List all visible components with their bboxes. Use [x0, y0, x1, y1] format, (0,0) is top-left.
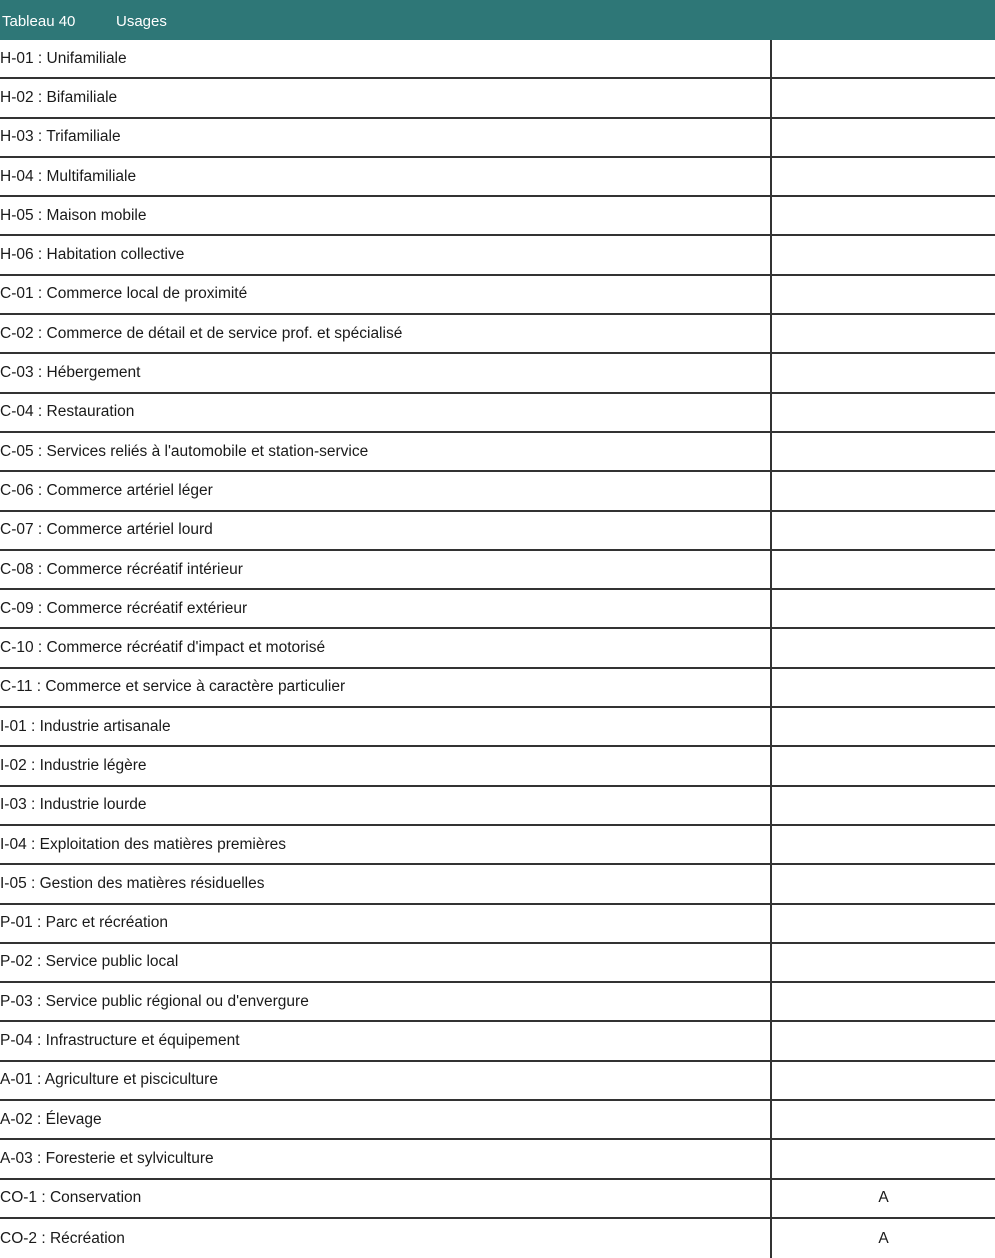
usage-label: P-04 : Infrastructure et équipement: [0, 1022, 772, 1059]
usage-label: CO-2 : Récréation: [0, 1219, 772, 1258]
table-header: [0, 0, 995, 40]
usage-value: [772, 826, 995, 863]
usage-value: [772, 905, 995, 942]
usage-value: [772, 1101, 995, 1138]
usage-label: C-07 : Commerce artériel lourd: [0, 512, 772, 549]
usage-value: [772, 747, 995, 784]
table-row: [0, 197, 995, 236]
table-row: [0, 119, 995, 158]
usage-table: [0, 40, 995, 1258]
table-row: [0, 394, 995, 433]
usage-label: CO-1 : Conservation: [0, 1180, 772, 1217]
usage-label: A-01 : Agriculture et pisciculture: [0, 1062, 772, 1099]
table-row: [0, 708, 995, 747]
usage-value: [772, 551, 995, 588]
table-row: [0, 1140, 995, 1179]
usage-value: [772, 394, 995, 431]
table-row: [0, 315, 995, 354]
usage-value: [772, 865, 995, 902]
usage-value: [772, 433, 995, 470]
usage-value: [772, 983, 995, 1020]
usage-label: C-08 : Commerce récréatif intérieur: [0, 551, 772, 588]
table-row: [0, 669, 995, 708]
table-row: [0, 512, 995, 551]
usage-value: [772, 944, 995, 981]
table-row: [0, 1219, 995, 1258]
usage-label: C-04 : Restauration: [0, 394, 772, 431]
usage-label: I-04 : Exploitation des matières premières: [0, 826, 772, 863]
usage-value: [772, 1062, 995, 1099]
usage-value: [772, 315, 995, 352]
table-row: [0, 40, 995, 79]
table-number: Tableau 40: [2, 12, 76, 30]
usage-value: [772, 40, 995, 77]
usage-value: [772, 119, 995, 156]
usage-value: [772, 276, 995, 313]
usage-value: [772, 158, 995, 195]
table-row: [0, 1022, 995, 1061]
usage-label: C-11 : Commerce et service à caractère particulier: [0, 669, 772, 706]
usage-label: C-05 : Services reliés à l'automobile et station-service: [0, 433, 772, 470]
usage-value: [772, 1022, 995, 1059]
table-row: [0, 158, 995, 197]
table-row: [0, 944, 995, 983]
table-row: [0, 354, 995, 393]
table-row: [0, 472, 995, 511]
usage-label: P-03 : Service public régional ou d'envergure: [0, 983, 772, 1020]
table-row: [0, 1101, 995, 1140]
usage-value: [772, 1140, 995, 1177]
usage-value: [772, 472, 995, 509]
usage-value: [772, 708, 995, 745]
table-row: [0, 590, 995, 629]
usage-label: C-06 : Commerce artériel léger: [0, 472, 772, 509]
table-row: [0, 236, 995, 275]
usage-label: C-10 : Commerce récréatif d'impact et motorisé: [0, 629, 772, 666]
usage-label: H-01 : Unifamiliale: [0, 40, 772, 77]
usage-label: A-02 : Élevage: [0, 1101, 772, 1138]
usage-label: I-03 : Industrie lourde: [0, 787, 772, 824]
usage-label: P-02 : Service public local: [0, 944, 772, 981]
table-row: [0, 905, 995, 944]
usage-value: [772, 354, 995, 391]
usage-label: H-04 : Multifamiliale: [0, 158, 772, 195]
table-row: [0, 629, 995, 668]
usage-label: C-02 : Commerce de détail et de service prof. et spécialisé: [0, 315, 772, 352]
usage-label: H-02 : Bifamiliale: [0, 79, 772, 116]
usage-label: I-01 : Industrie artisanale: [0, 708, 772, 745]
usage-value: A: [878, 1229, 889, 1247]
table-row: [0, 79, 995, 118]
table-row: [0, 1062, 995, 1101]
table-row: [0, 1180, 995, 1219]
usage-value: [772, 197, 995, 234]
usage-label: H-03 : Trifamiliale: [0, 119, 772, 156]
table-row: [0, 826, 995, 865]
table-row: [0, 433, 995, 472]
table-row: [0, 865, 995, 904]
usage-value: [772, 512, 995, 549]
usage-label: C-01 : Commerce local de proximité: [0, 276, 772, 313]
usage-value: [772, 79, 995, 116]
table-row: [0, 551, 995, 590]
usage-label: H-06 : Habitation collective: [0, 236, 772, 273]
usage-label: I-02 : Industrie légère: [0, 747, 772, 784]
usage-label: H-05 : Maison mobile: [0, 197, 772, 234]
usage-value: [772, 236, 995, 273]
usage-value: [772, 669, 995, 706]
usage-value: [772, 590, 995, 627]
usage-label: I-05 : Gestion des matières résiduelles: [0, 865, 772, 902]
usage-label: C-03 : Hébergement: [0, 354, 772, 391]
usage-value: [772, 629, 995, 666]
usage-label: A-03 : Foresterie et sylviculture: [0, 1140, 772, 1177]
table-row: [0, 983, 995, 1022]
usage-label: P-01 : Parc et récréation: [0, 905, 772, 942]
usage-value: [772, 787, 995, 824]
usage-value: A: [878, 1189, 889, 1207]
table-row: [0, 747, 995, 786]
usage-label: C-09 : Commerce récréatif extérieur: [0, 590, 772, 627]
table-title: Usages: [116, 12, 167, 30]
table-row: [0, 787, 995, 826]
table-row: [0, 276, 995, 315]
